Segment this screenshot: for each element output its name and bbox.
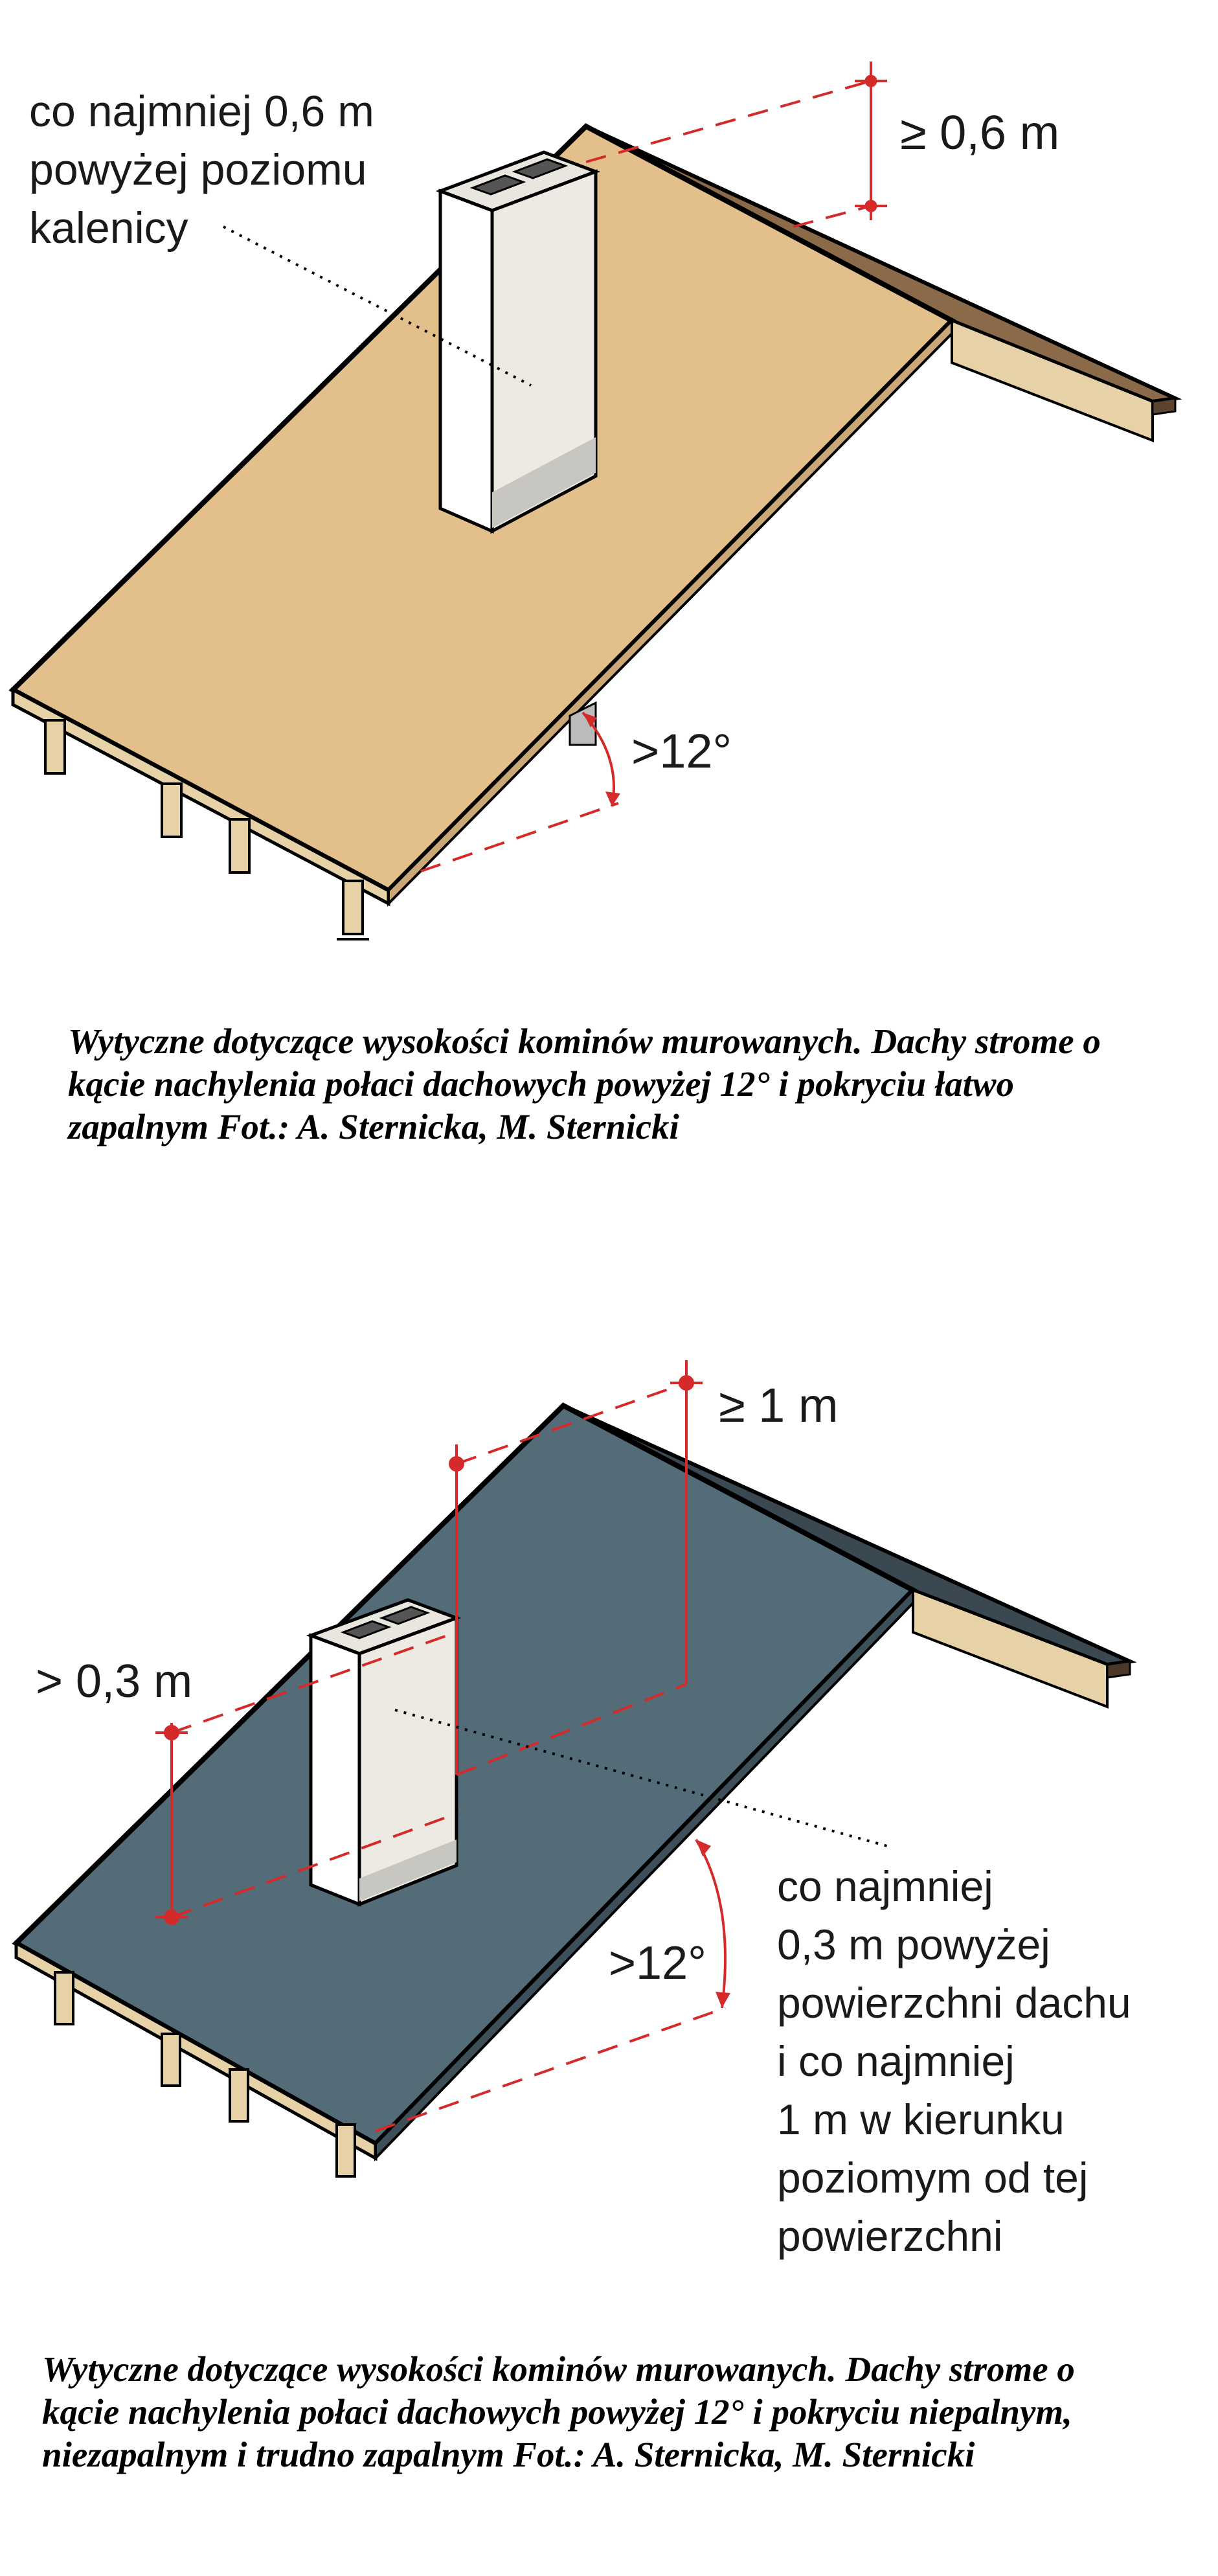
horizontal-clearance-label: ≥ 1 m: [719, 1378, 839, 1432]
ridge-note-line-1: co najmniej 0,6 m: [29, 87, 374, 136]
rafter: [343, 881, 363, 934]
figure-flammable-roof: [0, 0, 1218, 972]
angle-label: >12°: [609, 1937, 706, 1989]
surface-note-line-4: i co najmniej: [777, 2037, 1015, 2085]
roof-diagram-nonflammable: [0, 1347, 1218, 2338]
surface-note-line-7: powierzchni: [777, 2212, 1003, 2260]
chimney: [440, 152, 596, 531]
surface-note-line-2: 0,3 m powyżej: [777, 1921, 1050, 1968]
rafter: [45, 720, 65, 773]
height-clearance-label: > 0,3 m: [36, 1656, 193, 1707]
rafter: [230, 2069, 248, 2121]
roof-diagram-flammable: [0, 0, 1218, 972]
caption-figure-1: Wytyczne dotyczące wysokości kominów murowanych. Dachy strome o kącie nachylenia połaci dachowych powyżej 12° i pokryciu łatwo zapalnym Fot.: A. Sternicka, M. Sternicki: [68, 1021, 1101, 1146]
figure-nonflammable-roof: [0, 1347, 1218, 2338]
rafter: [162, 784, 181, 837]
rafter: [337, 2125, 355, 2176]
surface-note-line-3: powierzchni dachu: [777, 1979, 1131, 2027]
gable-fascia: [1153, 398, 1175, 415]
surface-note-line-1: co najmniej: [777, 1862, 993, 1910]
rafter: [162, 2034, 180, 2086]
caption-figure-2: Wytyczne dotyczące wysokości kominów murowanych. Dachy strome o kącie nachylenia połaci dachowych powyżej 12° i pokryciu niepalnym, niezapalnym i trudno zapalnym Fot.: A. Sternicka, M. Sternicki: [42, 2349, 1075, 2474]
angle-label: >12°: [631, 724, 732, 778]
rafter: [230, 819, 249, 872]
chimney-side: [440, 191, 492, 531]
rafter: [55, 1972, 73, 2024]
ridge-note-line-3: kalenicy: [29, 203, 188, 253]
surface-note-line-6: poziomym od tej: [777, 2154, 1088, 2202]
gable-fascia: [1107, 1661, 1130, 1678]
ridge-note-line-2: powyżej poziomu: [29, 145, 367, 194]
surface-note-line-5: 1 m w kierunku: [777, 2095, 1065, 2143]
height-dimension-label: ≥ 0,6 m: [900, 106, 1060, 159]
